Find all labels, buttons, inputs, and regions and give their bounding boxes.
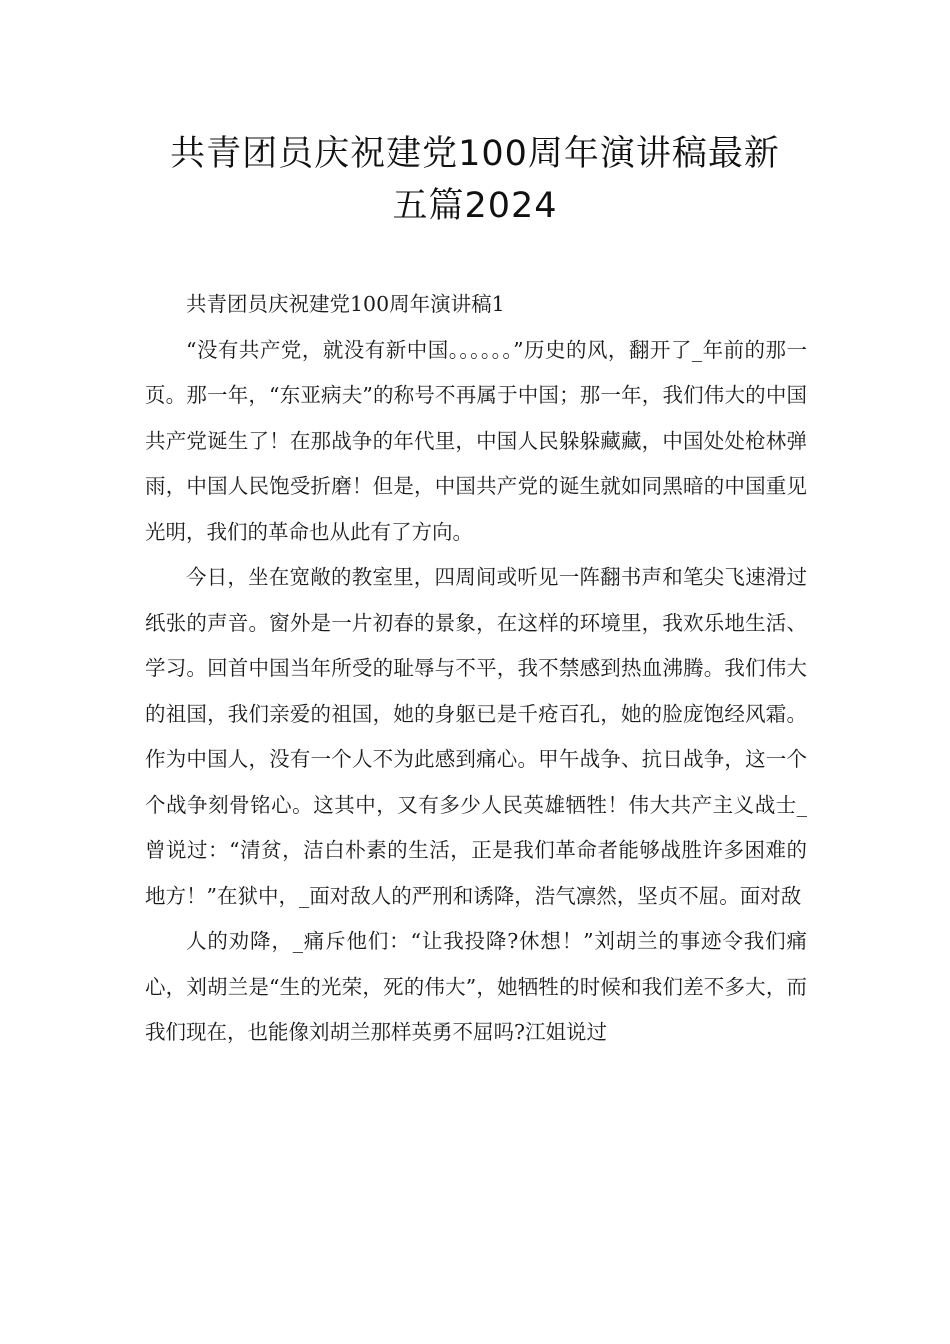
paragraph-1: “没有共产党，就没有新中国。。。。。。”历史的风，翻开了_年前的那一页。那一年，“东亚病夫”的称号不再属于中国；那一年，我们伟大的中国共产党诞生了！在那战争的年代里，中国人民躲躲藏藏，中国处处枪林弹雨，中国人民饱受折磨！但是，中国共产党的诞生就如同黑暗的中国重见光明，我们的革命也从此有了方向。: [145, 337, 807, 544]
title-line-2: 五篇2024: [392, 186, 558, 226]
title-line-1: 共青团员庆祝建党100周年演讲稿最新: [170, 134, 780, 174]
paragraph-2: 今日，坐在宽敞的教室里，四周间或听见一阵翻书声和笔尖飞速滑过纸张的声音。窗外是一片初春的景象，在这样的环境里，我欢乐地生活、学习。回首中国当年所受的耻辱与不平，我不禁感到热血沸腾。我们伟大的祖国，我们亲爱的祖国，她的身躯已是千疮百孔，她的脸庞饱经风霜。作为中国人，没有一个人不为此感到痛心。甲午战争、抗日战争，这一个个战争刻骨铭心。这其中，又有多少人民英雄牺牲！伟大共产主义战士_曾说过：“清贫，洁白朴素的生活，正是我们革命者能够战胜许多困难的地方！”在狱中，_面对敌人的严刑和诱降，浩气凛然，坚贞不屈。面对敌: [145, 565, 807, 908]
paragraph-3: 人的劝降，_痛斥他们：“让我投降?休想！”刘胡兰的事迹令我们痛心，刘胡兰是“生的光荣，死的伟大”，她牺牲的时候和我们差不多大，而我们现在，也能像刘胡兰那样英勇不屈吗?江姐说过: [145, 929, 807, 1044]
section-heading: 共青团员庆祝建党100周年演讲稿1: [186, 292, 505, 316]
document-body: [145, 282, 807, 1056]
document-title: [100, 128, 850, 232]
